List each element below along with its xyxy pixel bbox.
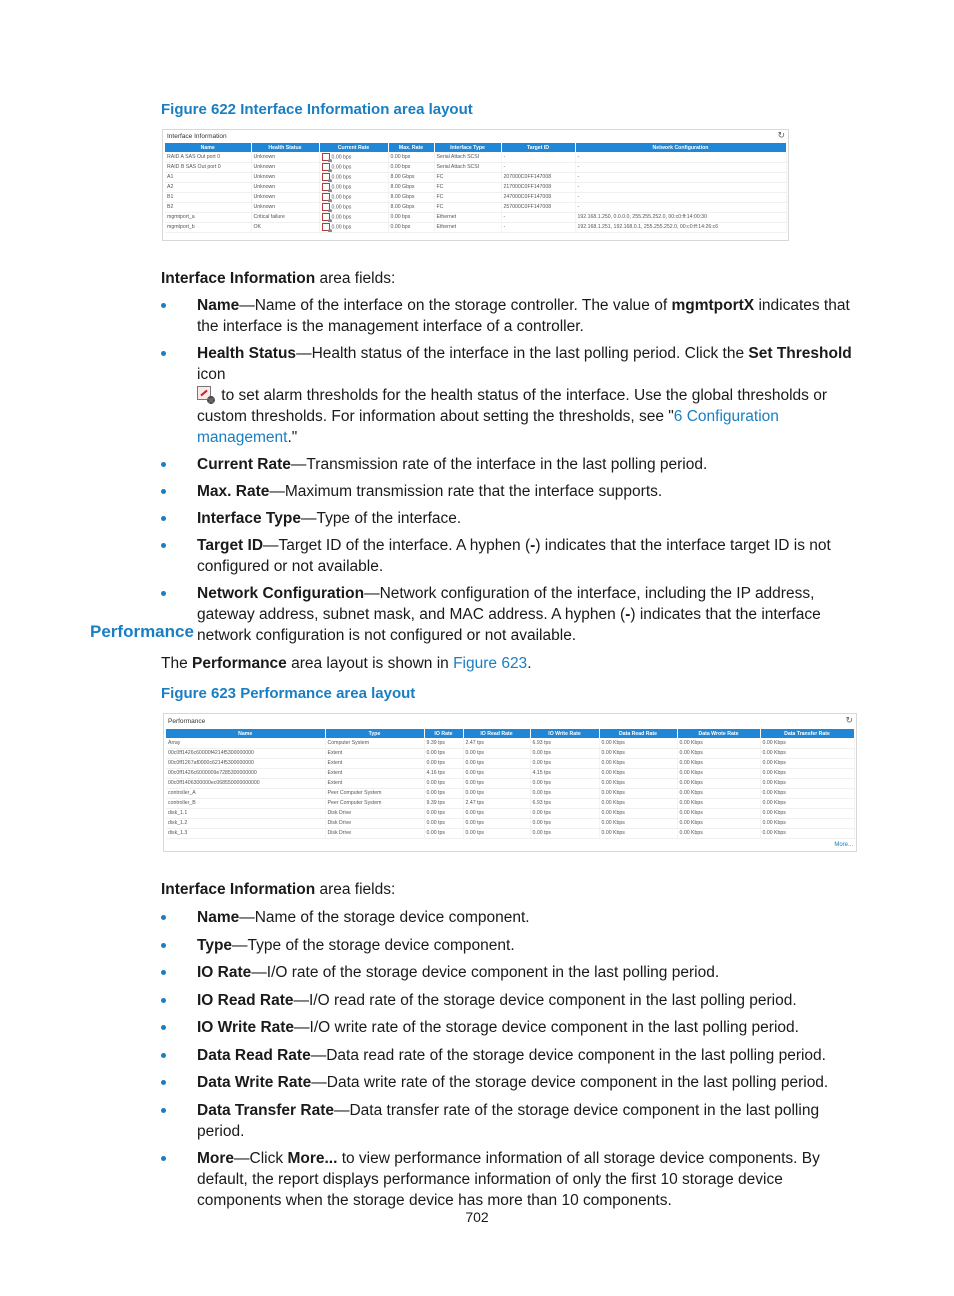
table-cell: 0.00 tps xyxy=(463,828,530,838)
list-item xyxy=(161,535,866,577)
list-item xyxy=(161,962,866,983)
table-cell: Peer Computer System xyxy=(325,798,424,808)
configuration-management-link[interactable]: 6 Configuration management xyxy=(197,408,779,446)
bullet-icon xyxy=(161,1108,166,1113)
column-header[interactable]: Data Transfer Rate xyxy=(760,729,854,738)
table-cell: 0.00 tps xyxy=(463,808,530,818)
more-link[interactable]: More... xyxy=(834,842,853,848)
table-cell: 6.93 tps xyxy=(530,798,599,808)
table-cell: Computer System xyxy=(325,738,424,748)
table-cell: 0.00 Kbps xyxy=(677,738,760,748)
table-cell: RAID A SAS Out port 0 xyxy=(165,152,251,162)
table-cell: 0.00 tps xyxy=(424,778,463,788)
table-cell: 0.00 Kbps xyxy=(760,748,854,758)
bullet-icon xyxy=(161,1053,166,1058)
term-mgmtportx: mgmtportX xyxy=(671,297,755,314)
desc: —Network configuration of the interface, including the IP address, gateway address, subnet mask, and MAC address. A hyphen ( xyxy=(197,585,815,623)
table-cell: 4.15 tps xyxy=(530,768,599,778)
table-cell: 0.00 Kbps xyxy=(760,798,854,808)
desc: —I/O rate of the storage device component in the last polling period. xyxy=(251,964,720,981)
table-row xyxy=(165,162,786,172)
table-cell: 0.00 tps xyxy=(530,778,599,788)
table-cell: 0.00 Kbps xyxy=(760,768,854,778)
table-cell: FC xyxy=(434,192,501,202)
desc: —Type of the storage device component. xyxy=(232,936,515,954)
figure-622-caption: Figure 622 Interface Information area layout xyxy=(161,101,473,118)
table-cell: 0.00 tps xyxy=(530,818,599,828)
column-header[interactable]: Target ID xyxy=(501,143,575,152)
table-cell: 9.39 tps xyxy=(424,798,463,808)
table-cell: - xyxy=(501,162,575,172)
intro-rest: area fields: xyxy=(315,270,396,287)
table-cell: - xyxy=(575,152,786,162)
table-cell: 0.00 tps xyxy=(463,778,530,788)
table-cell: 00c0ff1426c6000009e7285300000000 xyxy=(166,768,325,778)
table-cell: 4.16 tps xyxy=(424,768,463,778)
column-header[interactable]: Type xyxy=(325,729,424,738)
table-cell: 0.00 tps xyxy=(424,788,463,798)
bullet-icon xyxy=(161,591,166,596)
list-item xyxy=(161,1100,866,1142)
cell-value: 0.00 bps xyxy=(331,184,352,191)
table-cell: 2.47 tps xyxy=(463,798,530,808)
table-cell: 6.93 tps xyxy=(530,738,599,748)
table-cell xyxy=(319,162,388,172)
table-row xyxy=(166,748,854,758)
table-cell: Extent xyxy=(325,768,424,778)
table-cell: 0.00 Kbps xyxy=(599,758,677,768)
set-threshold-icon[interactable] xyxy=(322,173,330,181)
table-cell: - xyxy=(501,222,575,232)
table-cell: mgmtport_a xyxy=(165,212,251,222)
table-cell: 0.00 Kbps xyxy=(599,828,677,838)
intro-rest: area fields: xyxy=(315,881,396,898)
table-row xyxy=(166,798,854,808)
table-cell: OK xyxy=(251,222,319,232)
table-cell: 0.00 tps xyxy=(530,788,599,798)
term: Interface Type xyxy=(197,510,301,527)
interface-fields-list xyxy=(161,295,866,646)
intro-term: Interface Information xyxy=(161,881,316,898)
table-cell: 247000C0FF147008 xyxy=(501,192,575,202)
table-header-row xyxy=(166,729,854,738)
interface-information-panel xyxy=(162,129,789,241)
set-threshold-icon[interactable] xyxy=(322,183,330,191)
table-cell: A1 xyxy=(165,172,251,182)
cell-value: 0.00 bps xyxy=(331,164,352,171)
desc: to set alarm thresholds for the health status of the interface. Use the global thresholds or custom thresholds. For information about setting the thresholds, see " xyxy=(197,387,828,425)
interface-table xyxy=(165,143,787,233)
table-cell xyxy=(319,192,388,202)
performance-intro xyxy=(161,653,532,674)
column-header[interactable]: Interface Type xyxy=(434,143,501,152)
table-cell: 0.00 Kbps xyxy=(677,758,760,768)
cell-value: 0.00 bps xyxy=(331,174,352,181)
list-item xyxy=(161,1045,866,1066)
list-item xyxy=(161,295,866,337)
desc: —Transmission rate of the interface in the last polling period. xyxy=(290,456,708,473)
table-cell: - xyxy=(575,172,786,182)
set-threshold-icon[interactable] xyxy=(322,213,330,221)
column-header[interactable]: IO Rate xyxy=(424,729,463,738)
table-cell: - xyxy=(575,202,786,212)
table-cell: Critical failure xyxy=(251,212,319,222)
table-cell: FC xyxy=(434,172,501,182)
desc: icon xyxy=(197,366,226,383)
bullet-icon xyxy=(161,543,166,548)
table-cell: 0.00 bps xyxy=(388,222,434,232)
table-cell: Unknown xyxy=(251,182,319,192)
performance-fields-list xyxy=(161,907,866,1211)
table-cell: 0.00 Kbps xyxy=(599,738,677,748)
bullet-icon xyxy=(161,915,166,920)
table-cell: - xyxy=(575,192,786,202)
table-cell: 8.00 Gbps xyxy=(388,182,434,192)
table-cell: 257000C0FF147008 xyxy=(501,202,575,212)
table-cell: 0.00 Kbps xyxy=(760,738,854,748)
table-header-row xyxy=(165,143,786,152)
desc: —Type of the interface. xyxy=(300,510,462,527)
intro-term: Interface Information xyxy=(161,270,316,287)
table-cell: 207000C0FF147008 xyxy=(501,172,575,182)
bullet-icon xyxy=(161,489,166,494)
table-cell: 0.00 tps xyxy=(530,758,599,768)
table-cell xyxy=(319,202,388,212)
table-cell: 0.00 tps xyxy=(463,788,530,798)
table-cell: 00c0ff1267af0000c6214f5300000000 xyxy=(166,758,325,768)
column-header[interactable]: Name xyxy=(166,729,325,738)
table-cell: 0.00 bps xyxy=(388,162,434,172)
bullet-icon xyxy=(161,998,166,1003)
bullet-icon xyxy=(161,516,166,521)
list-item xyxy=(161,481,866,502)
table-cell: 0.00 tps xyxy=(530,808,599,818)
list-item xyxy=(161,907,866,928)
table-cell: 0.00 Kbps xyxy=(677,828,760,838)
desc: —Click xyxy=(234,1150,288,1167)
desc: —Name of the storage device component. xyxy=(239,909,530,926)
table-cell: B2 xyxy=(165,202,251,212)
desc: —I/O read rate of the storage device component in the last polling period. xyxy=(293,991,797,1009)
table-cell: 8.00 Gbps xyxy=(388,202,434,212)
table-cell: 00c0ff1406300000ec068550000000000 xyxy=(166,778,325,788)
table-cell: 0.00 Kbps xyxy=(760,828,854,838)
table-cell: 0.00 tps xyxy=(463,818,530,828)
table-row xyxy=(165,192,786,202)
cell-value: 0.00 bps xyxy=(331,194,352,201)
desc: indicates that the interface is the management interface of a controller. xyxy=(197,297,850,335)
list-item xyxy=(161,990,866,1011)
table-cell: RAID B SAS Out port 0 xyxy=(165,162,251,172)
table-row xyxy=(165,172,786,182)
performance-heading: Performance xyxy=(90,622,194,641)
section2-intro xyxy=(161,879,395,900)
desc: —I/O write rate of the storage device component in the last polling period. xyxy=(294,1019,799,1036)
table-cell: Peer Computer System xyxy=(325,788,424,798)
table-cell: 0.00 tps xyxy=(463,748,530,758)
table-cell: 0.00 tps xyxy=(530,748,599,758)
term: Performance xyxy=(192,655,287,672)
table-cell: disk_1.3 xyxy=(166,828,325,838)
text: . xyxy=(527,655,532,672)
table-cell: 9.39 tps xyxy=(424,738,463,748)
table-cell: Unknown xyxy=(251,192,319,202)
desc: ) indicates that the interface network configuration is not configured or not available. xyxy=(197,606,821,644)
table-cell: - xyxy=(575,162,786,172)
table-cell: Disk Drive xyxy=(325,818,424,828)
refresh-icon[interactable]: ↻ xyxy=(777,130,785,140)
table-cell: Unknown xyxy=(251,152,319,162)
table-cell: 192.168.1.250, 0.0.0.0, 255.255.252.0, 00:c0:ff:14:00:30 xyxy=(575,212,786,222)
table-cell: 0.00 Kbps xyxy=(760,778,854,788)
table-cell: FC xyxy=(434,182,501,192)
desc: ) indicates that the interface target ID is not configured or not available. xyxy=(197,537,831,575)
table-row xyxy=(165,202,786,212)
table-row xyxy=(166,778,854,788)
table-cell: Extent xyxy=(325,758,424,768)
table-row xyxy=(166,738,854,748)
table-row xyxy=(165,182,786,192)
list-item xyxy=(161,454,866,475)
hyphen: - xyxy=(530,537,536,554)
term-set-threshold: Set Threshold xyxy=(748,345,852,362)
term: Target ID xyxy=(197,537,264,554)
table-cell: 0.00 Kbps xyxy=(599,818,677,828)
table-cell: 0.00 tps xyxy=(463,758,530,768)
table-cell xyxy=(319,182,388,192)
column-header[interactable]: IO Write Rate xyxy=(530,729,599,738)
bullet-icon xyxy=(161,1025,166,1030)
table-cell: - xyxy=(575,182,786,192)
desc: —Health status of the interface in the last polling period. Click the xyxy=(296,345,749,362)
term: Data Transfer Rate xyxy=(197,1101,334,1119)
table-cell: 0.00 Kbps xyxy=(677,768,760,778)
table-row xyxy=(165,222,786,232)
hyphen: - xyxy=(625,606,631,623)
table-cell: 0.00 tps xyxy=(424,758,463,768)
table-cell: 0.00 Kbps xyxy=(760,758,854,768)
table-cell: controller_A xyxy=(166,788,325,798)
panel-title: Interface Information xyxy=(167,133,227,140)
list-item xyxy=(161,1072,866,1093)
section1-intro xyxy=(161,268,395,289)
table-cell: 0.00 Kbps xyxy=(677,778,760,788)
table-row xyxy=(166,758,854,768)
table-cell: 8.00 Gbps xyxy=(388,192,434,202)
desc: —Data write rate of the storage device component in the last polling period. xyxy=(311,1074,829,1091)
table-cell: 217000C0FF147008 xyxy=(501,182,575,192)
set-threshold-icon[interactable] xyxy=(322,163,330,171)
table-cell: Unknown xyxy=(251,172,319,182)
table-cell: Disk Drive xyxy=(325,828,424,838)
term: IO Read Rate xyxy=(197,991,294,1009)
table-cell: 0.00 tps xyxy=(424,818,463,828)
table-cell: 0.00 tps xyxy=(463,768,530,778)
refresh-icon[interactable]: ↻ xyxy=(845,715,853,725)
table-cell: FC xyxy=(434,202,501,212)
table-cell: 0.00 tps xyxy=(530,828,599,838)
desc: —Data transfer rate of the storage device component in the last polling period. xyxy=(197,1101,820,1140)
table-cell: Serial Attach SCSI xyxy=(434,152,501,162)
table-row xyxy=(165,212,786,222)
table-cell: 0.00 Kbps xyxy=(599,808,677,818)
bullet-icon xyxy=(161,462,166,467)
table-cell: 0.00 Kbps xyxy=(599,788,677,798)
list-item xyxy=(161,583,866,646)
table-cell: B1 xyxy=(165,192,251,202)
table-cell: Disk Drive xyxy=(325,808,424,818)
table-cell: 0.00 Kbps xyxy=(599,778,677,788)
table-cell: Ethernet xyxy=(434,212,501,222)
table-cell: 0.00 tps xyxy=(424,808,463,818)
table-cell xyxy=(319,172,388,182)
bullet-icon xyxy=(161,303,166,308)
table-cell: 8.00 Gbps xyxy=(388,172,434,182)
table-cell: 0.00 Kbps xyxy=(599,748,677,758)
table-cell: Unknown xyxy=(251,202,319,212)
term-name: Name xyxy=(197,297,240,314)
performance-table xyxy=(166,729,855,839)
desc: —Maximum transmission rate that the interface supports. xyxy=(269,483,663,500)
desc: —Data read rate of the storage device component in the last polling period. xyxy=(310,1046,826,1064)
column-header[interactable]: Data Read Rate xyxy=(599,729,677,738)
set-threshold-icon[interactable] xyxy=(322,223,330,231)
panel-title: Performance xyxy=(168,718,206,725)
table-cell xyxy=(319,152,388,162)
table-row xyxy=(166,808,854,818)
table-row xyxy=(166,768,854,778)
table-cell: disk_1.1 xyxy=(166,808,325,818)
term: Name xyxy=(197,909,240,926)
column-header[interactable]: IO Read Rate xyxy=(463,729,530,738)
table-cell: 0.00 Kbps xyxy=(677,798,760,808)
table-cell: 0.00 Kbps xyxy=(599,798,677,808)
set-threshold-icon xyxy=(197,386,213,402)
figure-623-caption: Figure 623 Performance area layout xyxy=(161,685,416,702)
figure-623-link[interactable]: Figure 623 xyxy=(453,655,528,672)
table-cell: A2 xyxy=(165,182,251,192)
table-cell xyxy=(319,222,388,232)
term: More xyxy=(197,1150,235,1167)
column-header[interactable]: Max. Rate xyxy=(388,143,434,152)
term-more: More... xyxy=(287,1150,338,1167)
desc: to view performance information of all storage device components. By default, the report displays performance information of only the first 10 storage device components when the storage device has more than 10 components. xyxy=(197,1150,820,1209)
table-row xyxy=(166,818,854,828)
table-cell: 0.00 tps xyxy=(424,828,463,838)
set-threshold-icon[interactable] xyxy=(322,203,330,211)
table-cell: Extent xyxy=(325,778,424,788)
table-cell: 0.00 Kbps xyxy=(677,788,760,798)
bullet-icon xyxy=(161,970,166,975)
table-cell: 0.00 Kbps xyxy=(760,808,854,818)
term: Type xyxy=(197,936,233,954)
table-cell: 0.00 bps xyxy=(388,212,434,222)
table-cell: 0.00 Kbps xyxy=(760,818,854,828)
table-cell: Ethernet xyxy=(434,222,501,232)
table-row xyxy=(165,152,786,162)
table-cell: Array xyxy=(166,738,325,748)
term: Current Rate xyxy=(197,456,291,473)
table-cell: 0.00 Kbps xyxy=(760,788,854,798)
table-cell: - xyxy=(501,152,575,162)
list-item xyxy=(161,1017,866,1038)
column-header[interactable]: Name xyxy=(165,143,251,152)
table-cell: 192.168.1.251, 192.168.0.1, 255.255.252.0, 00:c0:ff:14:26:c6 xyxy=(575,222,786,232)
column-header[interactable]: Data Wrote Rate xyxy=(677,729,760,738)
table-cell: Serial Attach SCSI xyxy=(434,162,501,172)
desc: —Target ID of the interface. A hyphen ( xyxy=(263,537,531,554)
table-cell: Extent xyxy=(325,748,424,758)
table-cell: 0.00 Kbps xyxy=(599,768,677,778)
term: Max. Rate xyxy=(197,483,270,500)
column-header[interactable]: Health Status xyxy=(251,143,319,152)
table-cell: Unknown xyxy=(251,162,319,172)
list-item xyxy=(161,1148,866,1211)
bullet-icon xyxy=(161,1080,166,1085)
table-cell: 0.00 Kbps xyxy=(677,748,760,758)
table-cell: mgmtport_b xyxy=(165,222,251,232)
table-cell: 0.00 Kbps xyxy=(677,808,760,818)
page-number: 702 xyxy=(465,1209,489,1225)
set-threshold-icon[interactable] xyxy=(322,193,330,201)
text: The xyxy=(161,655,193,672)
desc: ." xyxy=(287,429,298,446)
bullet-icon xyxy=(161,351,166,356)
set-threshold-icon[interactable] xyxy=(322,153,330,161)
cell-value: 0.00 bps xyxy=(331,204,352,211)
bullet-icon xyxy=(161,943,166,948)
table-cell: - xyxy=(501,212,575,222)
term: IO Rate xyxy=(197,964,252,981)
term-health-status: Health Status xyxy=(197,345,297,362)
term: IO Write Rate xyxy=(197,1019,295,1036)
table-cell: controller_B xyxy=(166,798,325,808)
text: area layout is shown in xyxy=(286,655,454,672)
cell-value: 0.00 bps xyxy=(331,214,352,221)
list-item xyxy=(161,935,866,956)
table-cell: 00c0ff1426c60000f4214f5300000000 xyxy=(166,748,325,758)
table-cell xyxy=(319,212,388,222)
table-cell: 0.00 bps xyxy=(388,152,434,162)
list-item xyxy=(161,508,866,529)
table-cell: 0.00 tps xyxy=(424,748,463,758)
cell-value: 0.00 bps xyxy=(331,224,352,231)
list-item xyxy=(161,343,866,448)
term: Data Write Rate xyxy=(197,1074,312,1091)
column-header[interactable]: Network Configuration xyxy=(575,143,786,152)
table-cell: disk_1.2 xyxy=(166,818,325,828)
performance-panel xyxy=(163,713,857,852)
term: Data Read Rate xyxy=(197,1046,311,1064)
column-header[interactable]: Current Rate xyxy=(319,143,388,152)
term: Network Configuration xyxy=(197,585,365,602)
cell-value: 0.00 bps xyxy=(331,154,352,161)
table-cell: 0.00 Kbps xyxy=(677,818,760,828)
table-row xyxy=(166,788,854,798)
bullet-icon xyxy=(161,1156,166,1161)
table-cell: 2.47 tps xyxy=(463,738,530,748)
desc: —Name of the interface on the storage controller. The value of xyxy=(239,297,672,314)
table-row xyxy=(166,828,854,838)
